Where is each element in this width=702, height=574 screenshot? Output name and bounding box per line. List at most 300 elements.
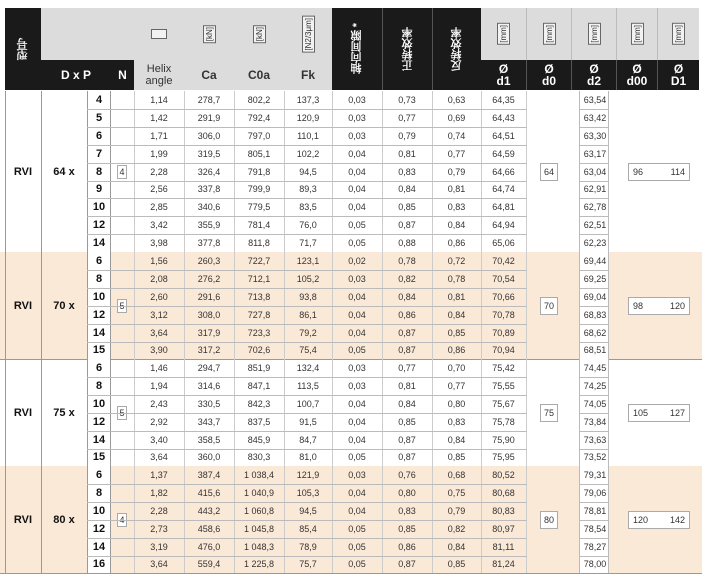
cell-fk: 120,9 bbox=[296, 112, 320, 123]
cell-ca: 291,6 bbox=[197, 291, 221, 302]
header-n bbox=[111, 60, 134, 90]
cell-pitch: 14 bbox=[92, 237, 106, 250]
cell-c0a: 781,4 bbox=[247, 220, 271, 231]
cell-helix: 2,56 bbox=[150, 184, 168, 195]
cell-helix: 1,56 bbox=[150, 255, 168, 266]
cell-pitch: 8 bbox=[95, 486, 103, 499]
cell-c0a: 791,8 bbox=[247, 166, 271, 177]
D1-unit: [mm] bbox=[674, 25, 683, 43]
cell-ca: 294,7 bbox=[197, 362, 221, 373]
cell-d2: 63,42 bbox=[583, 112, 607, 123]
cell-axial: 0,05 bbox=[348, 559, 366, 570]
cell-axial: 0,04 bbox=[348, 505, 366, 516]
cell-fwd-eff: 0,78 bbox=[398, 255, 416, 266]
cell-helix: 3,40 bbox=[150, 434, 168, 445]
cell-fk: 121,9 bbox=[296, 469, 320, 480]
cell-fk: 105,2 bbox=[296, 273, 320, 284]
cell-fwd-eff: 0,82 bbox=[398, 273, 416, 284]
cell-ca: 326,4 bbox=[197, 166, 221, 177]
cell-rev-eff: 0,74 bbox=[447, 130, 466, 141]
cell-d1: 81,11 bbox=[492, 541, 515, 552]
cell-helix: 2,28 bbox=[150, 505, 168, 516]
header-dxp bbox=[41, 60, 111, 90]
cell-rev-eff: 0,78 bbox=[447, 273, 466, 284]
cell-fwd-eff: 0,83 bbox=[398, 166, 416, 177]
cell-helix: 2,85 bbox=[150, 202, 168, 213]
header-model-label: 型号 bbox=[17, 38, 29, 60]
header-d2 bbox=[571, 60, 616, 90]
cell-c0a: 845,9 bbox=[247, 434, 271, 445]
cell-d1: 70,42 bbox=[492, 255, 515, 266]
header-D1-unit-cell bbox=[657, 8, 699, 60]
cell-fk: 79,2 bbox=[299, 327, 317, 338]
fk-unit: [N2/3μm] bbox=[303, 17, 313, 51]
cell-axial: 0,04 bbox=[348, 148, 366, 159]
cell-axial: 0,05 bbox=[348, 345, 366, 356]
header-d0-sym: Ø bbox=[544, 62, 554, 76]
header-c0a-unit-cell bbox=[234, 8, 284, 60]
cell-rev-eff: 0,79 bbox=[447, 166, 466, 177]
cell-axial: 0,05 bbox=[348, 220, 366, 231]
cell-d2: 78,54 bbox=[583, 523, 607, 534]
cell-fk: 84,7 bbox=[299, 434, 317, 445]
cell-helix: 1,42 bbox=[150, 112, 168, 123]
header-ca-label: Ca bbox=[201, 68, 217, 82]
cell-c0a: 797,0 bbox=[247, 130, 271, 141]
cell-c0a: 799,9 bbox=[247, 184, 271, 195]
cell-d1: 75,90 bbox=[492, 434, 515, 445]
cell-fwd-eff: 0,86 bbox=[398, 541, 416, 552]
cell-pitch: 15 bbox=[92, 451, 106, 464]
group-d00-D1 bbox=[628, 511, 690, 529]
angle-unit-icon bbox=[151, 29, 167, 39]
cell-helix: 1,46 bbox=[150, 362, 168, 373]
cell-axial: 0,05 bbox=[348, 541, 366, 552]
cell-d1: 75,78 bbox=[492, 416, 515, 427]
cell-pitch: 14 bbox=[92, 433, 106, 446]
cell-d1: 70,89 bbox=[492, 327, 515, 338]
cell-d2: 73,84 bbox=[583, 416, 607, 427]
cell-helix: 2,92 bbox=[150, 416, 168, 427]
cell-rev-eff: 0,85 bbox=[447, 327, 466, 338]
cell-helix: 1,94 bbox=[150, 380, 168, 391]
cell-helix: 3,42 bbox=[150, 220, 168, 231]
cell-axial: 0,05 bbox=[348, 238, 366, 249]
cell-c0a: 837,5 bbox=[247, 416, 271, 427]
cell-d1: 75,55 bbox=[492, 380, 515, 391]
cell-d1: 65,06 bbox=[492, 238, 515, 249]
cell-d2: 73,52 bbox=[583, 452, 607, 463]
group-model: RVI bbox=[13, 165, 33, 178]
cell-ca: 458,6 bbox=[197, 523, 221, 534]
cell-fwd-eff: 0,84 bbox=[398, 291, 416, 302]
cell-d2: 62,78 bbox=[583, 202, 607, 213]
group-d00-D1 bbox=[628, 404, 690, 422]
cell-pitch: 14 bbox=[92, 540, 106, 553]
header-d1 bbox=[481, 60, 526, 90]
cell-axial: 0,04 bbox=[348, 434, 366, 445]
header-c0a-label: C0a bbox=[247, 68, 270, 82]
cell-ca: 317,2 bbox=[197, 345, 221, 356]
cell-rev-eff: 0,75 bbox=[447, 487, 466, 498]
header-d2-sym: Ø bbox=[589, 62, 599, 76]
cell-d2: 69,25 bbox=[583, 273, 607, 284]
header-d00-sym: Ø bbox=[632, 62, 642, 76]
cell-d1: 64,59 bbox=[492, 148, 515, 159]
cell-pitch: 12 bbox=[92, 415, 106, 428]
cell-d1: 64,94 bbox=[492, 220, 515, 231]
header-ca-unit-cell bbox=[184, 8, 234, 60]
cell-fk: 81,0 bbox=[299, 452, 317, 463]
cell-rev-eff: 0,68 bbox=[447, 469, 466, 480]
cell-fwd-eff: 0,73 bbox=[398, 94, 416, 105]
cell-axial: 0,03 bbox=[348, 94, 366, 105]
header-top-blank bbox=[41, 8, 134, 60]
cell-c0a: 1 060,8 bbox=[243, 505, 275, 516]
cell-d1: 75,67 bbox=[492, 398, 515, 409]
cell-d2: 78,81 bbox=[583, 505, 607, 516]
cell-axial: 0,04 bbox=[348, 291, 366, 302]
group-n: 4 bbox=[117, 165, 127, 179]
cell-rev-eff: 0,84 bbox=[447, 309, 466, 320]
cell-fwd-eff: 0,85 bbox=[398, 202, 416, 213]
header-helix bbox=[134, 60, 184, 90]
cell-helix: 2,73 bbox=[150, 523, 168, 534]
cell-ca: 260,3 bbox=[197, 255, 221, 266]
group-d00: 105 bbox=[633, 407, 649, 418]
cell-ca: 337,8 bbox=[197, 184, 221, 195]
group-d00-D1 bbox=[628, 163, 690, 181]
cell-fwd-eff: 0,76 bbox=[398, 469, 416, 480]
cell-d2: 63,54 bbox=[583, 94, 607, 105]
cell-rev-eff: 0,63 bbox=[447, 94, 466, 105]
header-n-label: N bbox=[118, 68, 127, 82]
header-reverse-eff bbox=[432, 8, 481, 90]
header-d1-unit-cell bbox=[481, 8, 526, 60]
cell-ca: 343,7 bbox=[197, 416, 221, 427]
cell-fk: 86,1 bbox=[299, 309, 317, 320]
cell-pitch: 4 bbox=[95, 93, 103, 106]
cell-rev-eff: 0,85 bbox=[447, 452, 466, 463]
cell-rev-eff: 0,86 bbox=[447, 345, 466, 356]
cell-ca: 278,7 bbox=[197, 94, 221, 105]
cell-d2: 74,45 bbox=[583, 362, 607, 373]
cell-ca: 358,5 bbox=[197, 434, 221, 445]
cell-pitch: 10 bbox=[92, 201, 106, 214]
cell-helix: 2,28 bbox=[150, 166, 168, 177]
c0a-unit: [kN] bbox=[254, 26, 264, 42]
cell-d1: 64,43 bbox=[492, 112, 515, 123]
cell-fwd-eff: 0,87 bbox=[398, 220, 416, 231]
cell-fwd-eff: 0,81 bbox=[398, 148, 416, 159]
cell-axial: 0,03 bbox=[348, 380, 366, 391]
cell-helix: 3,98 bbox=[150, 238, 168, 249]
cell-rev-eff: 0,81 bbox=[447, 184, 466, 195]
cell-pitch: 7 bbox=[95, 147, 103, 160]
cell-d2: 62,51 bbox=[583, 220, 607, 231]
cell-ca: 330,5 bbox=[197, 398, 221, 409]
cell-fwd-eff: 0,84 bbox=[398, 398, 416, 409]
cell-c0a: 727,8 bbox=[247, 309, 271, 320]
ca-unit: [kN] bbox=[204, 26, 214, 42]
group-d0: 80 bbox=[540, 511, 558, 529]
header-axial-clearance-label: 轴向间隙 * bbox=[351, 23, 363, 75]
cell-fwd-eff: 0,84 bbox=[398, 184, 416, 195]
cell-fwd-eff: 0,79 bbox=[398, 130, 416, 141]
cell-c0a: 830,3 bbox=[247, 452, 271, 463]
cell-fk: 75,4 bbox=[299, 345, 317, 356]
cell-axial: 0,05 bbox=[348, 523, 366, 534]
cell-fk: 89,3 bbox=[299, 184, 317, 195]
cell-fwd-eff: 0,87 bbox=[398, 434, 416, 445]
grid-vline bbox=[526, 91, 527, 252]
cell-d2: 78,27 bbox=[583, 541, 607, 552]
cell-rev-eff: 0,86 bbox=[447, 238, 466, 249]
header-c0a bbox=[234, 60, 284, 90]
cell-axial: 0,05 bbox=[348, 452, 366, 463]
cell-d1: 70,54 bbox=[492, 273, 515, 284]
cell-rev-eff: 0,79 bbox=[447, 505, 466, 516]
d0-unit: [mm] bbox=[544, 25, 554, 43]
cell-c0a: 811,8 bbox=[248, 238, 270, 249]
cell-c0a: 847,1 bbox=[247, 380, 271, 391]
header-d1-label: d1 bbox=[496, 74, 511, 88]
cell-pitch: 10 bbox=[92, 504, 106, 517]
header-fk-unit-cell bbox=[284, 8, 332, 60]
cell-pitch: 15 bbox=[92, 344, 106, 357]
group-d0: 75 bbox=[540, 404, 558, 422]
cell-helix: 1,99 bbox=[150, 148, 168, 159]
group-d0: 64 bbox=[540, 163, 558, 181]
cell-axial: 0,02 bbox=[348, 255, 366, 266]
cell-d1: 70,94 bbox=[492, 345, 515, 356]
d00-unit: [mm] bbox=[632, 25, 642, 43]
cell-ca: 308,0 bbox=[197, 309, 221, 320]
cell-pitch: 6 bbox=[95, 361, 103, 374]
cell-ca: 319,5 bbox=[197, 148, 221, 159]
header-dxp-label: D x P bbox=[60, 68, 91, 82]
header-reverse-eff-label: 反转效率 bbox=[451, 27, 463, 71]
cell-pitch: 8 bbox=[95, 272, 103, 285]
cell-fk: 75,7 bbox=[299, 559, 317, 570]
cell-fk: 93,8 bbox=[299, 291, 317, 302]
cell-ca: 377,8 bbox=[197, 238, 221, 249]
cell-d1: 64,66 bbox=[492, 166, 515, 177]
cell-axial: 0,03 bbox=[348, 362, 366, 373]
cell-d1: 75,95 bbox=[492, 452, 515, 463]
cell-helix: 3,90 bbox=[150, 345, 168, 356]
d1-unit: [mm] bbox=[499, 25, 508, 43]
cell-rev-eff: 0,83 bbox=[447, 416, 466, 427]
cell-rev-eff: 0,69 bbox=[447, 112, 466, 123]
cell-d1: 70,78 bbox=[492, 309, 515, 320]
cell-rev-eff: 0,77 bbox=[447, 380, 466, 391]
cell-c0a: 1 045,8 bbox=[243, 523, 275, 534]
header-d00-unit-cell bbox=[616, 8, 657, 60]
cell-fk: 105,3 bbox=[296, 487, 320, 498]
cell-rev-eff: 0,84 bbox=[447, 541, 466, 552]
header-D1 bbox=[657, 60, 699, 90]
cell-rev-eff: 0,81 bbox=[447, 291, 466, 302]
cell-axial: 0,04 bbox=[348, 398, 366, 409]
cell-helix: 1,37 bbox=[150, 469, 168, 480]
group-d00: 96 bbox=[633, 166, 644, 177]
cell-fk: 102,2 bbox=[296, 148, 320, 159]
group-D1: 127 bbox=[669, 407, 685, 418]
cell-fwd-eff: 0,87 bbox=[398, 559, 416, 570]
header-d0-unit-cell bbox=[526, 8, 571, 60]
cell-ca: 443,2 bbox=[197, 505, 221, 516]
header-fk-label: Fk bbox=[300, 68, 315, 82]
header-d0 bbox=[526, 60, 571, 90]
group-size: 70 x bbox=[53, 299, 75, 312]
cell-d1: 80,52 bbox=[492, 469, 515, 480]
group-model: RVI bbox=[13, 406, 33, 419]
header-d1-sym: Ø bbox=[498, 62, 509, 76]
cell-fk: 78,9 bbox=[299, 541, 317, 552]
cell-pitch: 16 bbox=[92, 558, 106, 571]
cell-helix: 3,64 bbox=[150, 559, 168, 570]
cell-fwd-eff: 0,85 bbox=[398, 523, 416, 534]
cell-pitch: 8 bbox=[95, 165, 103, 178]
cell-ca: 476,0 bbox=[197, 541, 221, 552]
cell-fk: 100,7 bbox=[296, 398, 320, 409]
group-D1: 114 bbox=[670, 166, 685, 177]
cell-helix: 3,64 bbox=[150, 452, 168, 463]
cell-d2: 68,83 bbox=[583, 309, 607, 320]
cell-helix: 1,71 bbox=[150, 130, 168, 141]
cell-ca: 276,2 bbox=[197, 273, 221, 284]
cell-fk: 94,5 bbox=[299, 166, 317, 177]
cell-rev-eff: 0,83 bbox=[447, 202, 466, 213]
cell-fwd-eff: 0,87 bbox=[398, 327, 416, 338]
cell-d1: 81,24 bbox=[492, 559, 515, 570]
group-D1: 142 bbox=[669, 514, 685, 525]
cell-axial: 0,04 bbox=[348, 327, 366, 338]
cell-fk: 123,1 bbox=[296, 255, 320, 266]
cell-d2: 69,44 bbox=[583, 255, 607, 266]
cell-fwd-eff: 0,80 bbox=[398, 487, 416, 498]
cell-d1: 80,68 bbox=[492, 487, 515, 498]
group-D1: 120 bbox=[669, 300, 685, 311]
cell-d1: 70,66 bbox=[492, 291, 515, 302]
cell-ca: 291,9 bbox=[197, 112, 221, 123]
group-size: 64 x bbox=[53, 165, 75, 178]
cell-d2: 63,04 bbox=[583, 166, 607, 177]
cell-pitch: 12 bbox=[92, 219, 106, 232]
cell-c0a: 792,4 bbox=[247, 112, 271, 123]
cell-helix: 2,08 bbox=[150, 273, 168, 284]
cell-ca: 317,9 bbox=[197, 327, 221, 338]
cell-d2: 79,31 bbox=[583, 469, 607, 480]
cell-pitch: 6 bbox=[95, 254, 103, 267]
cell-d2: 68,51 bbox=[583, 345, 607, 356]
header-d2-label: d2 bbox=[586, 74, 601, 88]
cell-axial: 0,04 bbox=[348, 166, 366, 177]
cell-helix: 3,12 bbox=[150, 309, 168, 320]
group-size: 80 x bbox=[53, 513, 75, 526]
header-d2-unit-cell bbox=[571, 8, 616, 60]
group-d00: 120 bbox=[633, 514, 649, 525]
cell-d2: 74,05 bbox=[583, 398, 607, 409]
cell-c0a: 842,3 bbox=[247, 398, 271, 409]
header-D1-sym: Ø bbox=[673, 62, 684, 76]
cell-axial: 0,04 bbox=[348, 416, 366, 427]
cell-fwd-eff: 0,77 bbox=[398, 112, 416, 123]
cell-fk: 91,5 bbox=[299, 416, 317, 427]
cell-d1: 80,97 bbox=[492, 523, 515, 534]
header-model bbox=[5, 8, 41, 90]
cell-c0a: 1 040,9 bbox=[243, 487, 275, 498]
header-fk bbox=[284, 60, 332, 90]
cell-rev-eff: 0,72 bbox=[447, 255, 466, 266]
group-d00: 98 bbox=[633, 300, 644, 311]
cell-d1: 64,74 bbox=[492, 184, 515, 195]
header-D1-label: D1 bbox=[670, 74, 687, 88]
cell-pitch: 5 bbox=[95, 111, 103, 124]
cell-c0a: 722,7 bbox=[247, 255, 271, 266]
cell-ca: 415,6 bbox=[197, 487, 221, 498]
cell-helix: 1,82 bbox=[150, 487, 168, 498]
cell-ca: 360,0 bbox=[197, 452, 221, 463]
cell-fwd-eff: 0,81 bbox=[398, 380, 416, 391]
header-d00-label: d00 bbox=[626, 74, 648, 88]
cell-d2: 74,25 bbox=[583, 380, 607, 391]
cell-fk: 85,4 bbox=[299, 523, 317, 534]
cell-helix: 3,64 bbox=[150, 327, 168, 338]
cell-d2: 68,62 bbox=[583, 327, 607, 338]
cell-axial: 0,03 bbox=[348, 469, 366, 480]
cell-fk: 76,0 bbox=[299, 220, 317, 231]
cell-d2: 62,91 bbox=[583, 184, 607, 195]
group-model: RVI bbox=[13, 299, 33, 312]
cell-d1: 80,83 bbox=[492, 505, 515, 516]
header-d0-label: d0 bbox=[541, 74, 556, 88]
header-helix-line2: angle bbox=[145, 75, 173, 87]
cell-d2: 63,17 bbox=[583, 148, 607, 159]
cell-d2: 63,30 bbox=[583, 130, 607, 141]
d2-unit: [mm] bbox=[589, 25, 599, 43]
cell-d1: 64,35 bbox=[492, 94, 515, 105]
header-helix-unit-cell bbox=[134, 8, 184, 60]
header-ca bbox=[184, 60, 234, 90]
header-forward-eff-label: 正转效率 bbox=[401, 27, 414, 71]
header-helix-line1: Helix bbox=[146, 63, 172, 75]
cell-helix: 2,60 bbox=[150, 291, 168, 302]
cell-ca: 314,6 bbox=[197, 380, 221, 391]
cell-axial: 0,03 bbox=[348, 273, 366, 284]
cell-d1: 64,81 bbox=[492, 202, 515, 213]
cell-ca: 387,4 bbox=[197, 469, 221, 480]
cell-d2: 78,00 bbox=[583, 559, 607, 570]
cell-pitch: 12 bbox=[92, 308, 106, 321]
cell-c0a: 851,9 bbox=[247, 362, 271, 373]
cell-c0a: 1 225,8 bbox=[243, 559, 275, 570]
cell-fwd-eff: 0,86 bbox=[398, 309, 416, 320]
cell-fk: 113,5 bbox=[297, 380, 319, 391]
cell-c0a: 1 038,4 bbox=[243, 469, 275, 480]
cell-fwd-eff: 0,87 bbox=[398, 345, 416, 356]
cell-c0a: 712,1 bbox=[247, 273, 271, 284]
cell-d1: 75,42 bbox=[492, 362, 515, 373]
cell-d2: 79,06 bbox=[583, 487, 607, 498]
cell-ca: 355,9 bbox=[197, 220, 221, 231]
cell-helix: 3,19 bbox=[150, 541, 168, 552]
cell-c0a: 779,5 bbox=[247, 202, 271, 213]
cell-rev-eff: 0,82 bbox=[447, 523, 466, 534]
cell-axial: 0,03 bbox=[348, 130, 366, 141]
cell-pitch: 12 bbox=[92, 522, 106, 535]
